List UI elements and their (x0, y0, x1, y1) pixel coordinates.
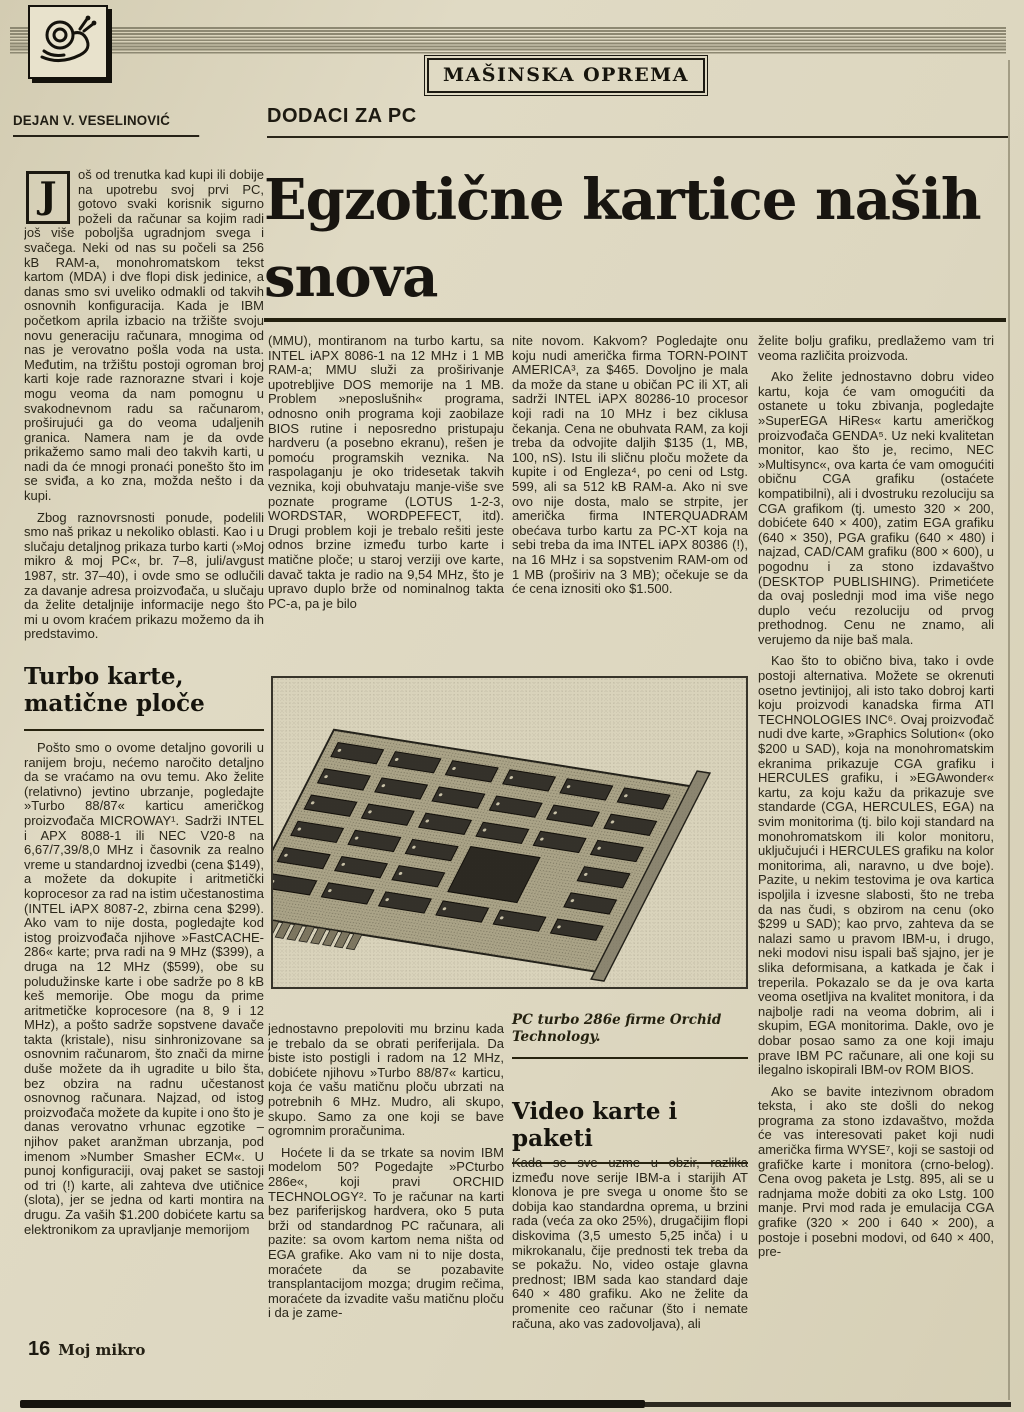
section-heading-video-karte: Video karte i paketi (512, 1098, 748, 1164)
article-title-line2: snova (264, 244, 438, 310)
article-title-line1: Egzotične kartice naših (264, 167, 981, 233)
section-heading-turbo-karte: Turbo karte, matične ploče (24, 649, 264, 731)
column-3-upper (512, 334, 748, 604)
column-2-upper (268, 334, 504, 618)
article-title (264, 162, 1009, 316)
page-footer (28, 1338, 145, 1361)
paragraph (24, 168, 264, 504)
paragraph: Zbog raznovrsnosti ponude, podelili smo naš prikaz u nekoliko oblasti. Kao i u slučaju detaljnog prikaza turbo karti (»Moj mikro & moj PC«, br. 7–8, juli/avgust 1987, str. 37–40), i ovde smo se odlučili za davanje adresa proizvođača, u slučaju da želite detaljnije informacije nego što mi u ovom kraćem prikazu možemo da ih predstavimo. (24, 509, 264, 642)
section-label: MAŠINSKA OPREMA (443, 64, 689, 86)
pcb-photo-illustration (273, 678, 746, 987)
page-number: 16 (28, 1338, 51, 1360)
column-1 (24, 168, 264, 1332)
paragraph: Kada se sve uzme u obzir, razlika između nove serije IBM-a i starijih AT klonova je pre svega u onome što se dobija kao standardna oprema, u brzini rada (veća za oko 25%), drugačijim flopi diskovima (3,5 umesto 5,25 inča) i u mikrokanalu, čije prednosti tek treba da se pokažu. No, video ostaje glavna prednost; IBM sada kao standard daje 640 × 480 grafiku. Ako ne želite da promenite ceo računar (što i nemate računa, ako vas zadovoljava), ali (512, 1156, 748, 1331)
section-label-box (427, 58, 705, 93)
kicker: DODACI ZA PC (267, 105, 1008, 138)
magazine-name: Moj mikro (58, 1341, 146, 1359)
page-bottom-edge (20, 1400, 645, 1408)
column-4 (758, 334, 994, 1346)
paragraph: želite bolju grafiku, predlažemo vam tri veoma različita proizvoda. (758, 334, 994, 363)
column-3-lower (512, 1156, 748, 1344)
figure-caption: PC turbo 286e firme Orchid Technology. (512, 1012, 748, 1059)
stripe-bar (10, 27, 1006, 54)
figure-frame (271, 676, 748, 989)
page-bottom-edge-right (645, 1402, 1011, 1407)
paragraph: Hoćete li da se trkate sa novim IBM modelom 50? Pogedajte »PCturbo 286e«, koji pravi ORCHID TECHNOLOGY². To je računar na karti bez pariferijskog hardvera, oko 5 puta brži od standardnog PC računara, ali pazite: sa ovom kartom nema ništa od EGA grafike. Ako vam ni to nije dosta, moraćete da se pozabavite transplantacijom mozga; drugim rečima, moraćete da izvadite vašu matičnu ploču i da je zame- (268, 1144, 504, 1321)
page-right-edge (1008, 60, 1010, 1400)
column-2-lower (268, 1022, 504, 1344)
paragraph: (MMU), montiranom na turbo kartu, sa INTEL iAPX 8086-1 na 12 MHz i 1 MB RAM-a; MMU služi za proširivanje upotrebljive DOS memorije na 1 MB. Problem »neposlušnih« programa, odnosno onih programa koji zaobilaze BIOS rutine i neposredno pristupaju hardveru (a posebno ekranu), rešen je pomoću programskih veznika. Na raspolaganju je oko tridesetak takvih veznika, koji obuhvataju manje-više sve poznate programe (LOTUS 1-2-3, WORDSTAR, WORDPEFECT, itd). Drugi problem koji je trebalo rešiti jeste odnos brzine između turbo karte i matične ploče; u staroj verziji ove karte, davač takta je radio na 9,54 MHz, što je upravo duplo brže od nominalnog takta PC-a, pa je bilo (268, 333, 504, 611)
paragraph: Ako želite jednostavno dobru video kartu, koja će vam omogućiti da ostanete u toku zbivanja, pogledajte »SuperEGA HiRes« kartu američkog proizvođača GENDA⁵. Uz neki kvalitetan monitor, kao što je, recimo, NEC »Multisync«, ova karta će vam omogućiti običnu CGA grafiku (ostaćete kompatibilni), ali i dvostruku rezoluciju sa CGA grafikom (tj. umesto 320 × 200, dobićete 640 × 400), zatim EGA grafiku (640 × 350), PGA grafiku (640 × 480) i najzad, CAD/CAM grafiku (800 × 600), u pogodnu i za stono izdavaštvo (DESKTOP PUBLISHING). Primetićete da ovaj poslednji mod ima više nego duplo veću rezoluciju od prvog prethodnog. Cenu ne znamo, ali verujemo da nije baš mala. (758, 369, 994, 647)
paragraph: jednostavno prepoloviti mu brzinu kada je trebalo da se obrati periferijala. Da biste isto postigli i radom na 12 MHz, dobićete njihovu »Turbo 88/87« karticu, koja će vašu matičnu ploču ubrzati na potrebnih 6 MHz. Mudro, ali skupo, skupo. Samo za one koji se bave ogromnim proračunima. (268, 1022, 504, 1139)
drop-cap: J (26, 171, 70, 224)
title-rule (264, 318, 1006, 322)
logo-illustration (30, 7, 102, 73)
paragraph: nite novom. Kakvom? Pogledajte onu koju nudi američka firma TORN-POINT AMERICA³, za $465. Dovoljno je mala da može da stane u običan PC ili XT, ali sadrži INTEL iAPX 80286-10 procesor koji radi na 10 MHz i bez ciklusa čekanja. Cena ne obuhvata RAM, za koji treba da odvojite daljih $135 (1, MB, 100, nS). Istu ili sličnu ploču možete da kupite i od Engleza⁴, po ceni od Lstg. 599, ali sa 512 kB RAM-a. Ako ni sve ovo nije dosta, malo se strpite, jer američka firma INTERQUADRAM obećava turbo kartu za PC-XT koja na sebi treba da ima INTEL iAPX 80386 (!), na 16 MHz i sa sopstvenim RAM-om od 1 MB (proširiv na 3 MB); očekuje se da će cena iznositi oko $1.500. (512, 333, 748, 597)
author-name: DEJAN V. VESELINOVIĆ (13, 112, 199, 137)
paragraph: Ako se bavite intezivnom obradom teksta, i ako ste došli do nekog programa za stono izdavaštvo, možda će vas interesovati paket koji nudi američka firma WYSE⁷, koji se sastoji od grafičke karte i monitora (crno-belog). Cena ovog paketa je Lstg. 895, ali se u radnjama može dobiti za oko Lstg. 100 manje. Prvi mod rada je emulacija CGA grafike (320 × 200 i 640 × 200), a postoje i posebni modovi, od 640 × 400, pre- (758, 1083, 994, 1260)
paragraph: Pošto smo o ovome detaljno govorili u ranijem broju, nećemo naročito detaljno da se vraćamo na ovu temu. Ako želite (relativno) jevtino ubrzanje, pogledajte »Turbo 88/87« karticu američkog proizvođača MICROWAY¹. Sadrži INTEL i APX 8088-1 ili NEC V20-8 na 6,67/7,39/8,0 MHz i časovnik za realno vreme u standardnoj izvedbi (cena $149), a možete da dokupite i aritmetički koprocesor za rad na istim učestanostima (INTEL iAPX 8087-2, zbirna cena $299). Ako vam to nije dosta, pogledajte kod istog proizvođača njihove »FastCACHE-286« karte; prva radi na 9 MHz ($399), a druga na 12 MHz ($599), obe su poludužinske karte i obe sadrže po 8 kB keš memorije. Obe mogu da prime aritmetičke koprocesore (na 8, 9 i 12 MHz), a pošto sadrže sopstvene davače takta (kristale), nisu sinhronizovane sa osnovnim računarom, što znači da mirne duše možete da ih ugradite u bilo šta, bez obzira na radnu učestanost osnovnog računara. Najzad, od istog proizvođača možete da kupite i ono što je danas verovatno vrhunac egzotike – njihov paket aranžman ubrzanja, pod imenom »Number Smasher ECM«. U punoj konfiguraciji, ovaj paket se sastoji od tri (!) karte, ali zahteva dve utičnice (slota), jer se jedna od karti montira na drugu. Za vaših $1.200 dobićete kartu sa elektronikom za upravljanje memorijom (24, 740, 264, 1237)
logo-stamp (28, 5, 108, 79)
body-text: oš od trenutka kad kupi ili dobije na upotrebu svoj prvi PC, gotovo svaki korisnik sigurno poželi da računar sa kojim radi još više poboljša ugradnjom svega i svačega. Neki od nas su počeli sa 256 kB RAM-a, monohromatskom tekst kartom (MDA) i dve flopi disk jedinice, a danas smo svi uveliko odmakli od takvih osnovnih konfiguracija. Kada je IBM početkom aprila izbacio na tržište svoju novu generaciju računara, mnogima od nas je verovatno pošla voda na usta. Međutim, na tržištu postoji ogroman broj karti koje rade raznorazne stvari i koje mogu veoma da nam pomognu u svakodnevnom radu sa računarom, proširujući ga do veoma udaljenih granica. Namera nam je da ovde prikažemo samo mali deo takvih karti, u nadi da će mnogi pronaći ponešto što im se sviđa, a ko zna, možda nešto i da kupi. (24, 168, 264, 504)
paragraph: Kao što to obično biva, tako i ovde postoji alternativa. Možete se okrenuti osetno jevtinijoj, ali isto tako dobroj karti koju proizvodi kanadska firma ATI TECHNOLOGIES INC⁶. Ovaj proizvođač nudi dve karte, »Graphics Solution« (oko $200 u SAD), koja na monohromatskim ekranima prikazuje CGA grafiku i HERCULES grafiku, i »EGAwonder« kartu, za koju kažu da prikazuje sve standarde (CGA, HERCULES, EGA) na svim monitorima (tj. bilo koji standard na monohromatskom ili kolor monitoru, uključujući i HERCULES grafiku na kolor monitorima, ali, naravno, u dve boje). Pazite, u nekim testovima je ova kartica ispoljila i izvesne slabosti, što ne treba da nas čudi, s obzirom na cenu (oko $299 u SAD); kao prvo, zahteva da se nalazi samo u pravom IBM-u, i drugo, neki modovi nisu ispali baš sjajno, jer je slika deformisana, a katkada je čak i treperila. Pokazalo se da je ova karta veoma osetljiva na kvalitet monitora, i da najbolje radi na veoma dobrim, ali i skupim, EGA monitorima. Dakle, ovo je dobar posao samo za one koji imaju prave IBM PC računare, ali one koji su ilegalno iskopirali IBM-ov ROM BIOS. (758, 653, 994, 1078)
